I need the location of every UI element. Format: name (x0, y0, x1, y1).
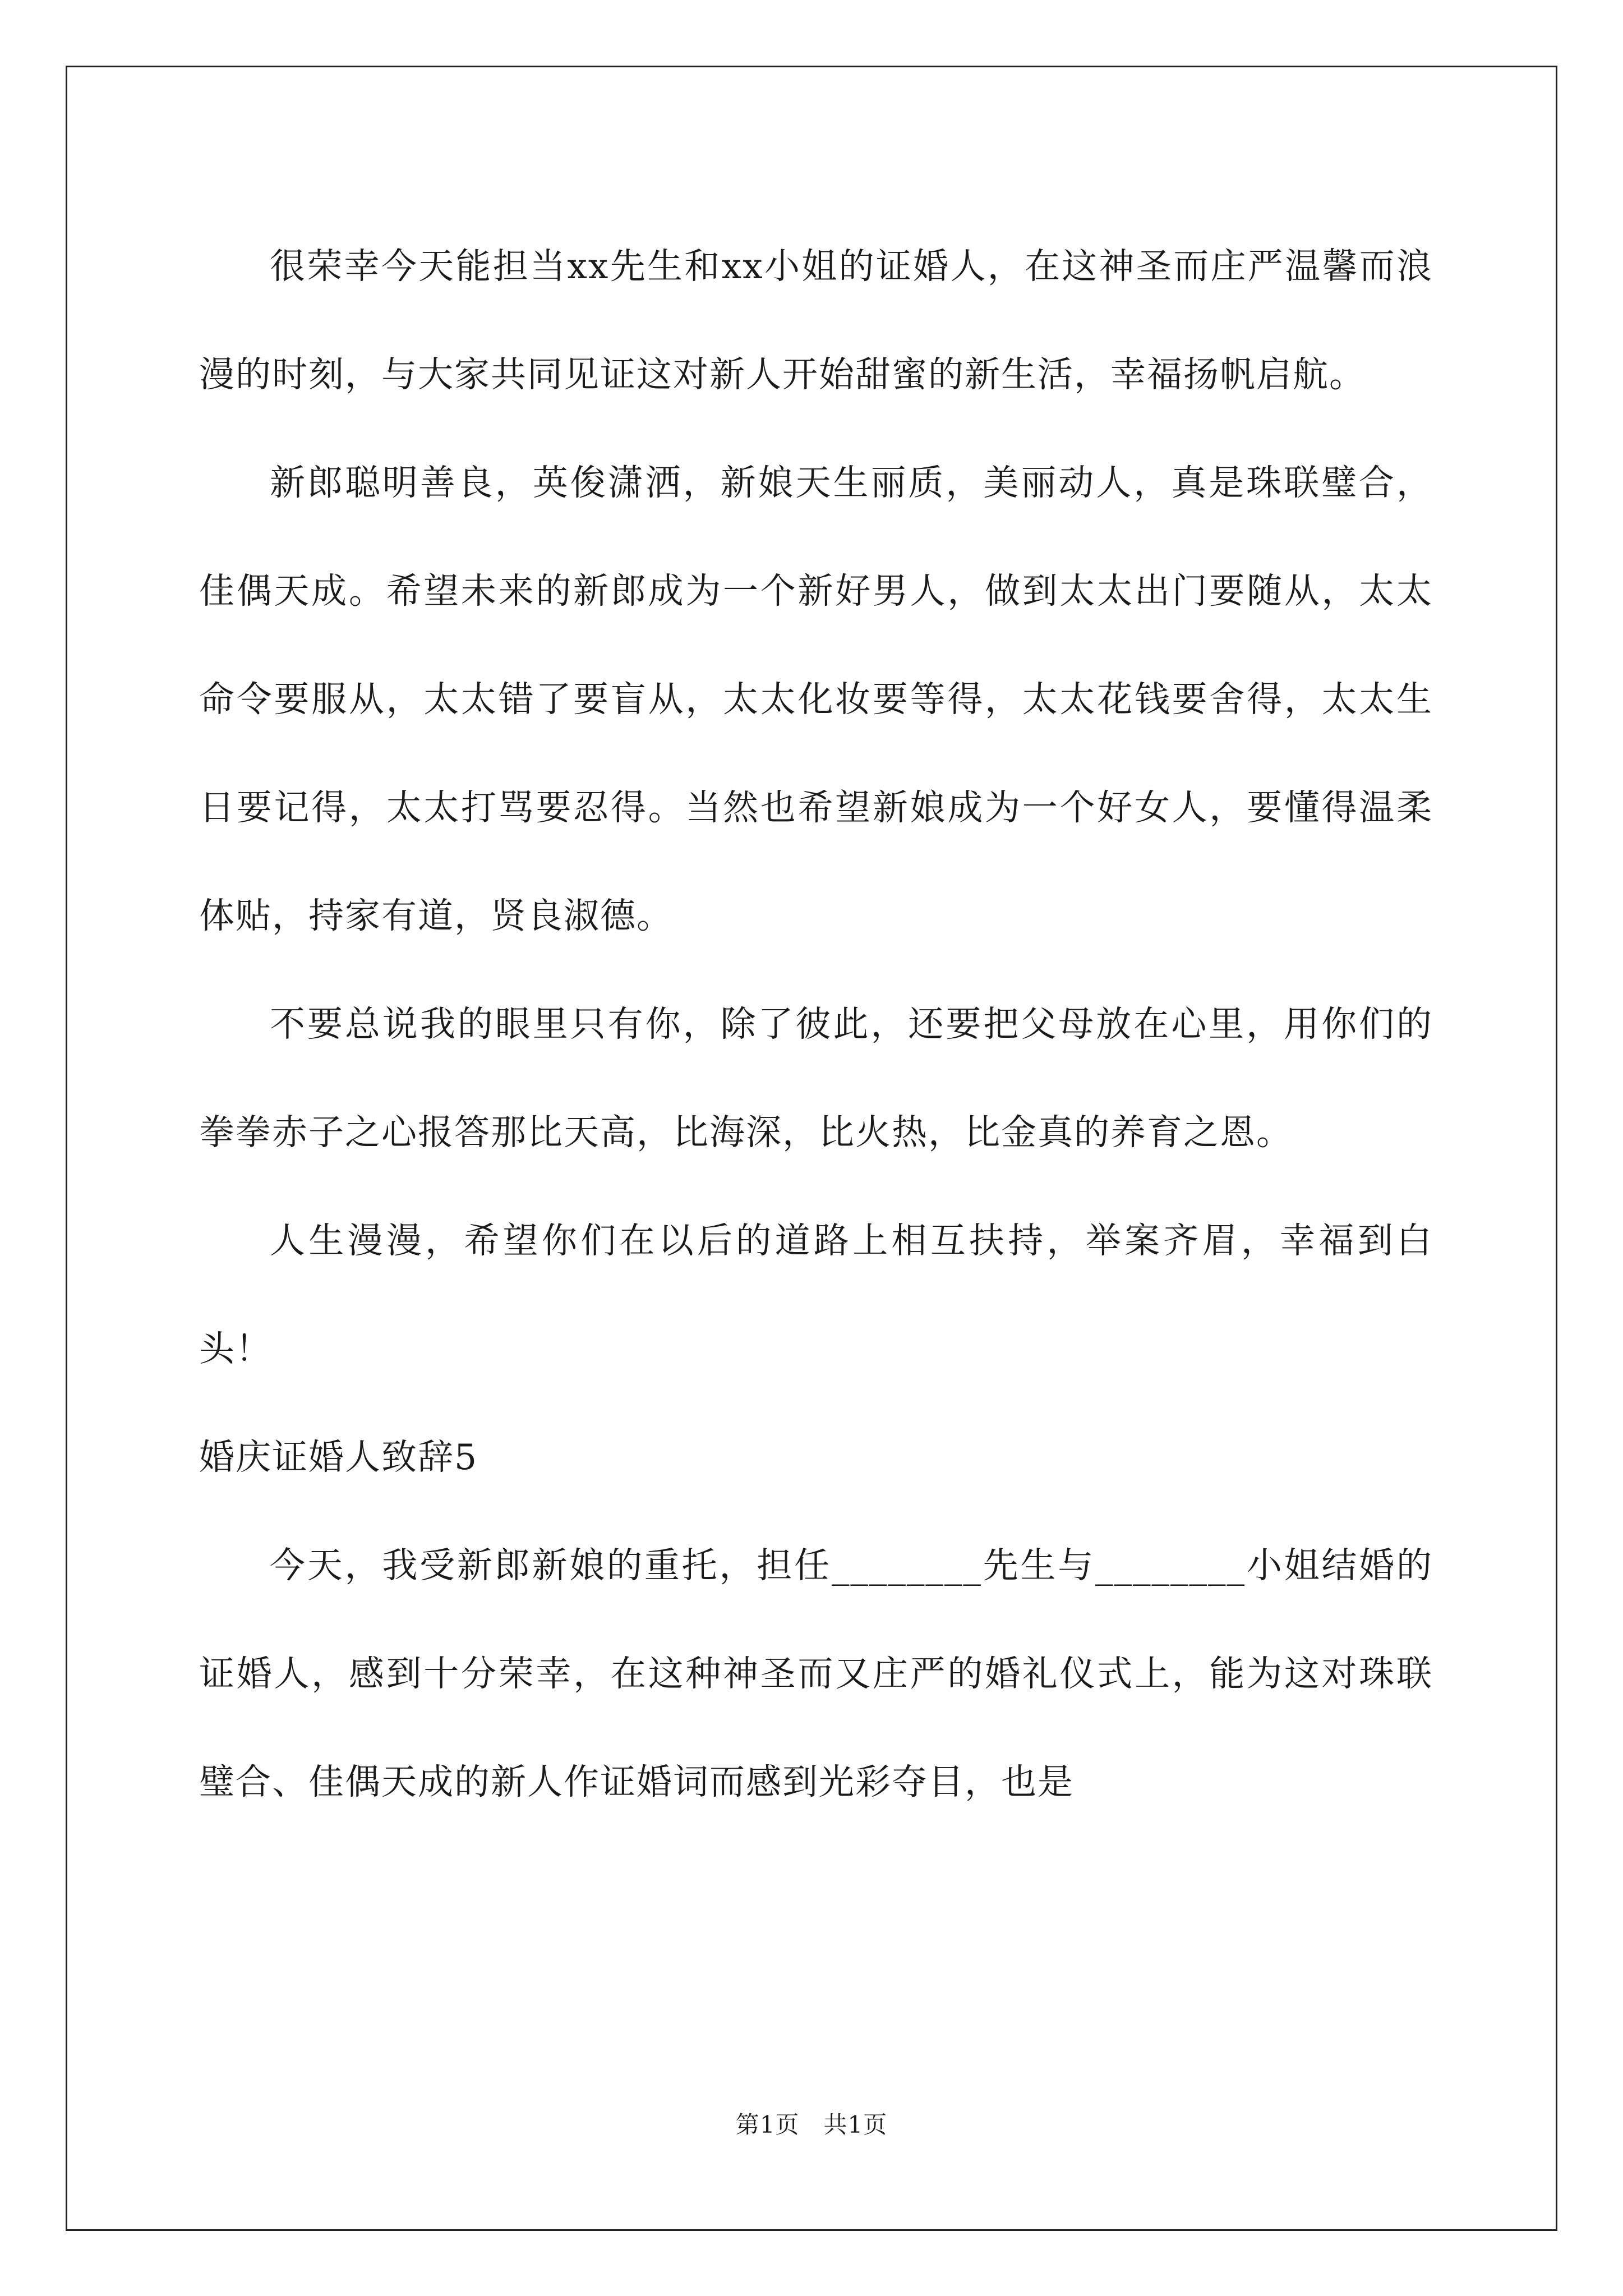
page-footer (0, 2106, 1623, 2140)
paragraph-3: 不要总说我的眼里只有你，除了彼此，还要把父母放在心里，用你们的拳拳赤子之心报答那比天高，比海深，比火热，比金真的养育之恩。 (199, 1004, 1433, 1153)
paragraph-5: 今天，我受新郎新娘的重托，担任________先生与________小姐结婚的证婚人，感到十分荣幸，在这种神圣而又庄严的婚礼仪式上，能为这对珠联璧合、佳偶天成的新人作证婚词而感到光彩夺目，也是 (199, 1545, 1433, 1802)
paragraph-4: 人生漫漫，希望你们在以后的道路上相互扶持，举案齐眉，幸福到白头！ (199, 1220, 1433, 1369)
paragraph-2: 新郎聪明善良，英俊潇洒，新娘天生丽质，美丽动人，真是珠联璧合，佳偶天成。希望未来的新郎成为一个新好男人，做到太太出门要随从，太太命令要服从，太太错了要盲从，太太化妆要等得，太太花钱要舍得，太太生日要记得，太太打骂要忍得。当然也希望新娘成为一个好女人，要懂得温柔体贴，持家有道，贤良淑德。 (199, 462, 1433, 936)
page-number-label: 第1页 共1页 (735, 2111, 888, 2138)
document-body (199, 212, 1433, 1836)
paragraph-1: 很荣幸今天能担当xx先生和xx小姐的证婚人，在这神圣而庄严温馨而浪漫的时刻，与大家共同见证这对新人开始甜蜜的新生活，幸福扬帆启航。 (199, 246, 1433, 395)
section-heading: 婚庆证婚人致辞5 (199, 1437, 478, 1478)
